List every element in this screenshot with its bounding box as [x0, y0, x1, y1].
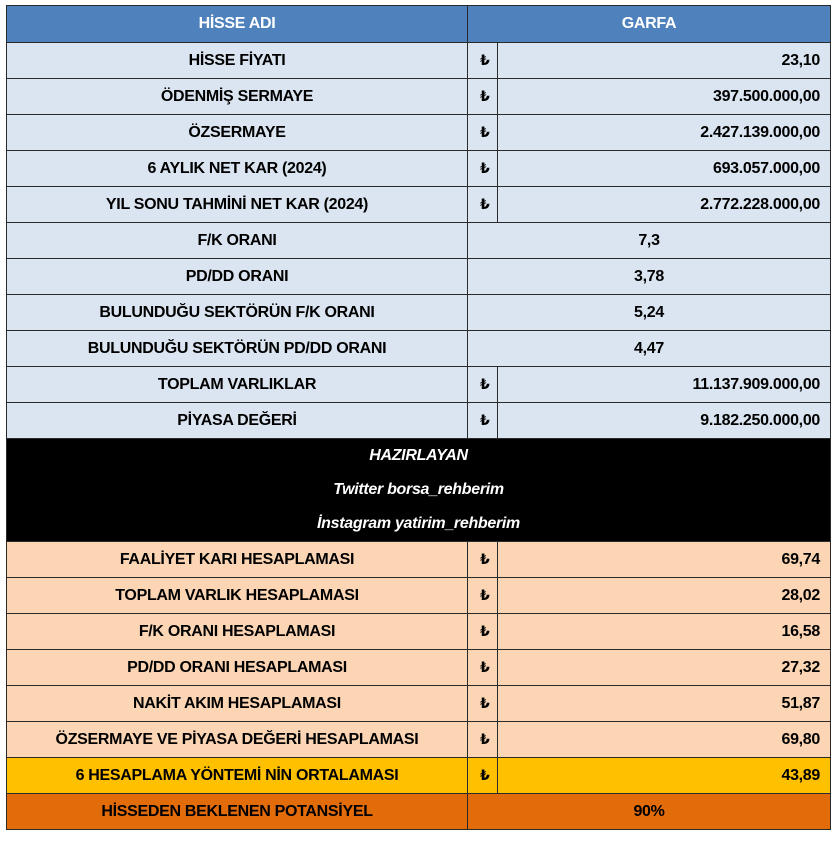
- row-label: F/K ORANI HESAPLAMASI: [7, 614, 468, 650]
- row-value: 2.772.228.000,00: [498, 187, 831, 223]
- row-value: 397.500.000,00: [498, 79, 831, 115]
- header-stock-name: HİSSE ADI: [7, 6, 468, 43]
- currency-symbol: ₺: [468, 650, 498, 686]
- row-label: PD/DD ORANI HESAPLAMASI: [7, 650, 468, 686]
- row-value: 5,24: [468, 295, 831, 331]
- header-row: [7, 6, 831, 43]
- info-row: [7, 43, 831, 79]
- row-label: ÖZSERMAYE: [7, 115, 468, 151]
- calc-row: [7, 542, 831, 578]
- info-row: [7, 259, 831, 295]
- currency-symbol: ₺: [468, 722, 498, 758]
- stock-analysis-table: [6, 5, 831, 830]
- average-value: 43,89: [498, 758, 831, 794]
- calc-row: [7, 722, 831, 758]
- info-row: [7, 367, 831, 403]
- row-value: 2.427.139.000,00: [498, 115, 831, 151]
- currency-symbol: ₺: [468, 187, 498, 223]
- row-label: HİSSE FİYATI: [7, 43, 468, 79]
- info-row: [7, 403, 831, 439]
- row-label: ÖZSERMAYE VE PİYASA DEĞERİ HESAPLAMASI: [7, 722, 468, 758]
- potential-row: [7, 794, 831, 830]
- currency-symbol: ₺: [468, 43, 498, 79]
- row-value: 28,02: [498, 578, 831, 614]
- row-label: PD/DD ORANI: [7, 259, 468, 295]
- potential-value: 90%: [468, 794, 831, 830]
- currency-symbol: ₺: [468, 686, 498, 722]
- row-value: 16,58: [498, 614, 831, 650]
- info-row: [7, 295, 831, 331]
- credits-row: [7, 439, 831, 474]
- row-value: 69,80: [498, 722, 831, 758]
- average-row: [7, 758, 831, 794]
- row-value: 7,3: [468, 223, 831, 259]
- row-value: 27,32: [498, 650, 831, 686]
- currency-symbol: ₺: [468, 758, 498, 794]
- row-label: TOPLAM VARLIK HESAPLAMASI: [7, 578, 468, 614]
- row-value: 3,78: [468, 259, 831, 295]
- average-label: 6 HESAPLAMA YÖNTEMİ NİN ORTALAMASI: [7, 758, 468, 794]
- row-label: ÖDENMİŞ SERMAYE: [7, 79, 468, 115]
- currency-symbol: ₺: [468, 79, 498, 115]
- currency-symbol: ₺: [468, 403, 498, 439]
- currency-symbol: ₺: [468, 578, 498, 614]
- row-label: 6 AYLIK NET KAR (2024): [7, 151, 468, 187]
- info-row: [7, 331, 831, 367]
- row-label: FAALİYET KARI HESAPLAMASI: [7, 542, 468, 578]
- potential-label: HİSSEDEN BEKLENEN POTANSİYEL: [7, 794, 468, 830]
- currency-symbol: ₺: [468, 614, 498, 650]
- calc-row: [7, 614, 831, 650]
- calc-row: [7, 650, 831, 686]
- calc-row: [7, 578, 831, 614]
- credits-line3: İnstagram yatirim_rehberim: [7, 507, 831, 542]
- info-row: [7, 115, 831, 151]
- credits-row: [7, 507, 831, 542]
- row-value: 51,87: [498, 686, 831, 722]
- row-value: 693.057.000,00: [498, 151, 831, 187]
- row-value: 69,74: [498, 542, 831, 578]
- currency-symbol: ₺: [468, 367, 498, 403]
- info-row: [7, 151, 831, 187]
- row-label: PİYASA DEĞERİ: [7, 403, 468, 439]
- credits-line2: Twitter borsa_rehberim: [7, 473, 831, 507]
- info-row: [7, 187, 831, 223]
- row-label: F/K ORANI: [7, 223, 468, 259]
- calc-row: [7, 686, 831, 722]
- row-value: 9.182.250.000,00: [498, 403, 831, 439]
- row-value: 4,47: [468, 331, 831, 367]
- row-label: TOPLAM VARLIKLAR: [7, 367, 468, 403]
- row-label: BULUNDUĞU SEKTÖRÜN F/K ORANI: [7, 295, 468, 331]
- currency-symbol: ₺: [468, 151, 498, 187]
- row-label: NAKİT AKIM HESAPLAMASI: [7, 686, 468, 722]
- currency-symbol: ₺: [468, 115, 498, 151]
- header-ticker: GARFA: [468, 6, 831, 43]
- credits-line1: HAZIRLAYAN: [7, 439, 831, 474]
- info-row: [7, 79, 831, 115]
- credits-row: [7, 473, 831, 507]
- row-value: 11.137.909.000,00: [498, 367, 831, 403]
- row-label: YIL SONU TAHMİNİ NET KAR (2024): [7, 187, 468, 223]
- info-row: [7, 223, 831, 259]
- currency-symbol: ₺: [468, 542, 498, 578]
- row-value: 23,10: [498, 43, 831, 79]
- row-label: BULUNDUĞU SEKTÖRÜN PD/DD ORANI: [7, 331, 468, 367]
